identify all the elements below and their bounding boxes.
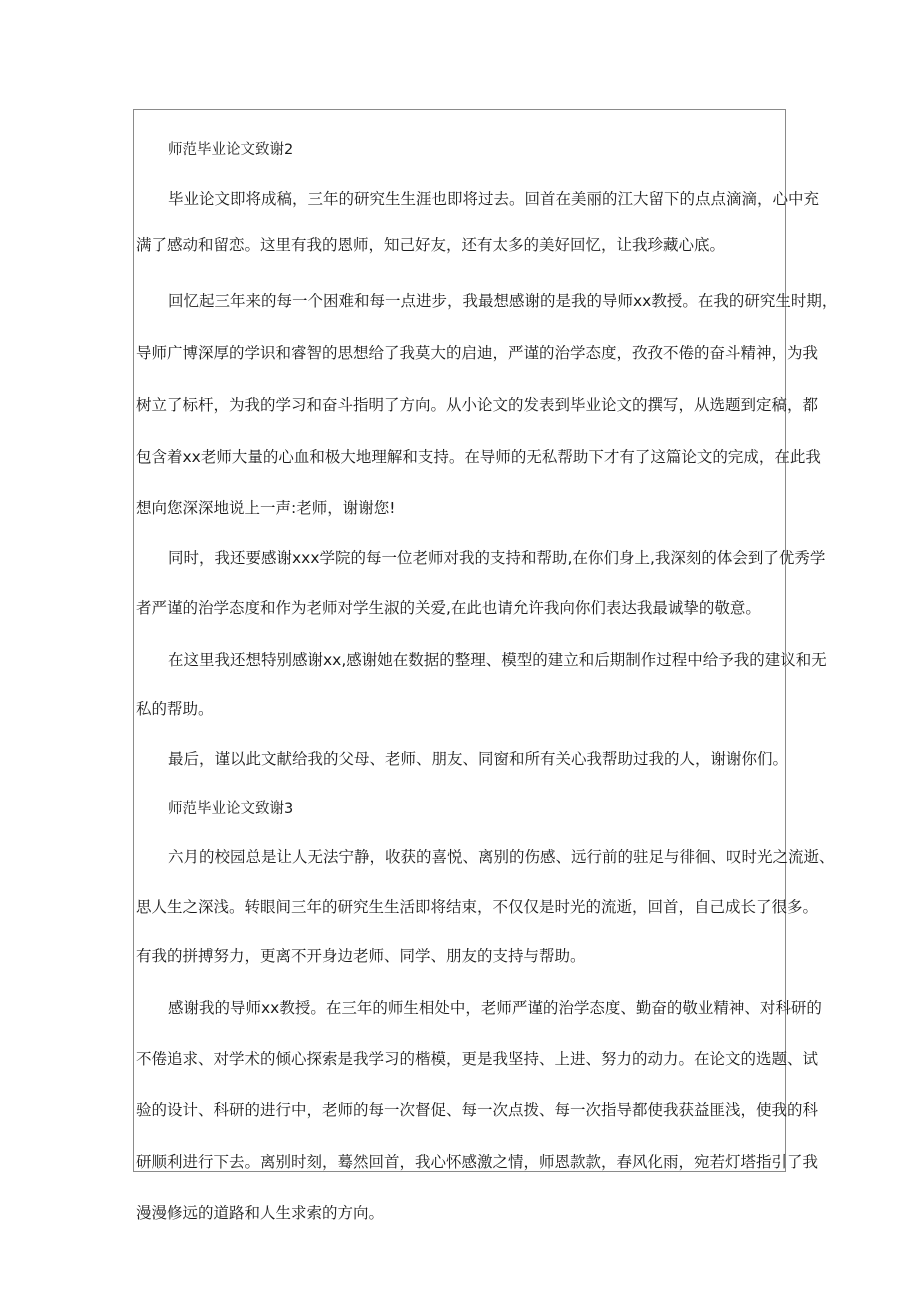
paragraph-line: 同时，我还要感谢xxx学院的每一位老师对我的支持和帮助,在你们身上,我深刻的体会到了优秀学 <box>168 549 826 567</box>
paragraph-line: 树立了标杆，为我的学习和奋斗指明了方向。从小论文的发表到毕业论文的撰写，从选题到定稿，都 <box>136 396 819 414</box>
paragraph-line: 有我的拼搏努力，更离不开身边老师、同学、朋友的支持与帮助。 <box>136 947 586 965</box>
paragraph-line: 验的设计、科研的进行中，老师的每一次督促、每一次点拨、每一次指导都使我获益匪浅，使我的科 <box>136 1101 819 1119</box>
paragraph-line: 包含着xx老师大量的心血和极大地理解和支持。在导师的无私帮助下才有了这篇论文的完成，在此我 <box>136 448 821 466</box>
paragraph-line: 研顺利进行下去。离别时刻，蓦然回首，我心怀感激之情，师恩款款，春风化雨，宛若灯塔指引了我 <box>136 1153 819 1171</box>
paragraph-line: 满了感动和留恋。这里有我的恩师，知己好友，还有太多的美好回忆，让我珍藏心底。 <box>136 236 726 254</box>
document-page <box>133 109 838 1222</box>
paragraph-line: 导师广博深厚的学识和睿智的思想给了我莫大的启迪，严谨的治学态度，孜孜不倦的奋斗精神，为我 <box>136 344 819 362</box>
paragraph-line: 者严谨的治学态度和作为老师对学生淑的关爱,在此也请允许我向你们表达我最诚挚的敬意。 <box>136 599 761 617</box>
section-heading: 师范毕业论文致谢2 <box>168 142 294 158</box>
paragraph-line: 漫漫修远的道路和人生求索的方向。 <box>136 1204 385 1222</box>
paragraph-line: 在这里我还想特别感谢xx,感谢她在数据的整理、模型的建立和后期制作过程中给予我的建议和无 <box>168 651 827 669</box>
paragraph-line: 感谢我的导师xx教授。在三年的师生相处中，老师严谨的治学态度、勤奋的敬业精神、对科研的 <box>168 999 822 1017</box>
paragraph-line: 思人生之深浅。转眼间三年的研究生生活即将结束，不仅仅是时光的流逝，回首，自己成长了很多。 <box>136 898 819 916</box>
paragraph-line: 六月的校园总是让人无法宁静，收获的喜悦、离别的伤感、远行前的驻足与徘徊、叹时光之流逝、 <box>168 848 835 866</box>
section-heading: 师范毕业论文致谢3 <box>168 801 294 817</box>
paragraph-line: 最后，谨以此文献给我的父母、老师、朋友、同窗和所有关心我帮助过我的人，谢谢你们。 <box>168 750 789 768</box>
paragraph-line: 私的帮助。 <box>136 700 214 718</box>
paragraph-line: 回忆起三年来的每一个困难和每一点进步，我最想感谢的是我的导师xx教授。在我的研究生时期， <box>168 292 838 310</box>
paragraph-line: 不倦追求、对学术的倾心探索是我学习的楷模，更是我坚持、上进、努力的动力。在论文的选题、试 <box>136 1050 819 1068</box>
paragraph-line: 想向您深深地说上一声:老师，谢谢您! <box>136 499 396 517</box>
paragraph-line: 毕业论文即将成稿，三年的研究生生涯也即将过去。回首在美丽的江大留下的点点滴滴，心中充 <box>168 190 820 208</box>
